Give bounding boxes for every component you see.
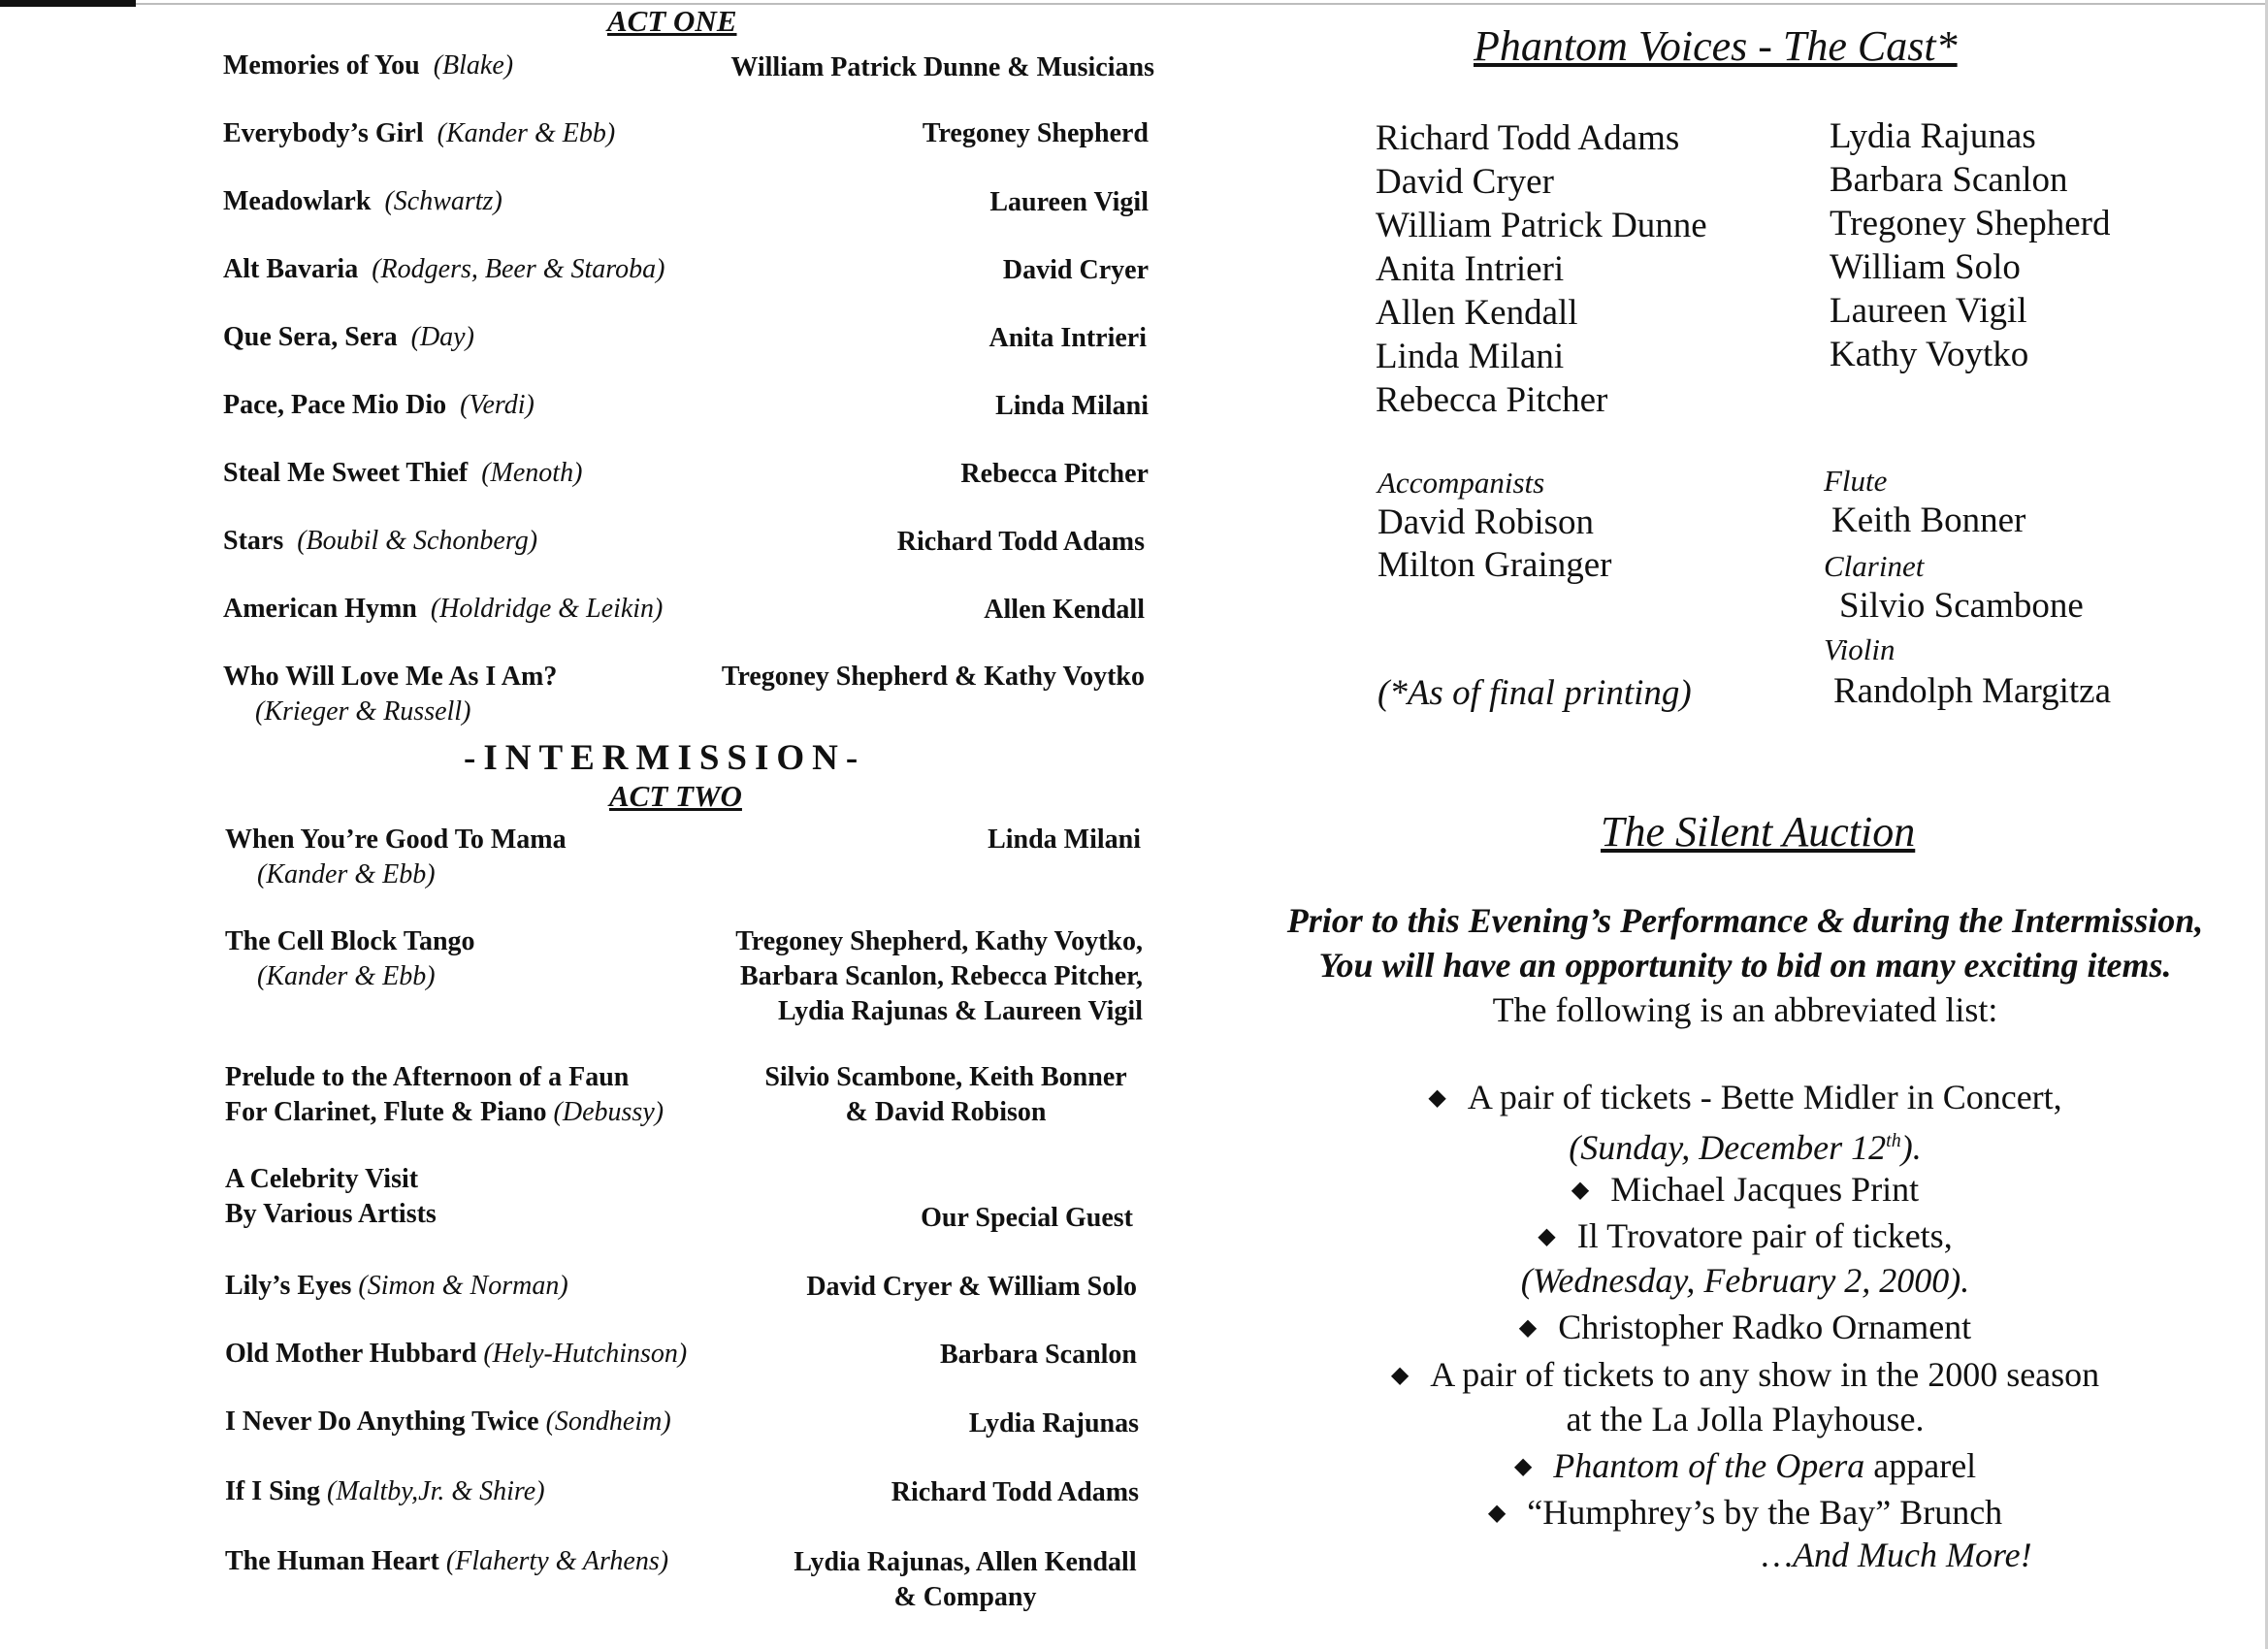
song-when-youre-good-to-mama: When You’re Good To Mama (Kander & Ebb) <box>225 824 567 889</box>
performer-meadowlark: Laureen Vigil <box>989 187 1149 217</box>
auction-item-il-trovatore-date: (Wednesday, February 2, 2000). <box>1520 1261 1970 1300</box>
song-memories-of-you: Memories of You (Blake) <box>223 50 514 81</box>
performer-prelude-afternoon-faun: Silvio Scambone, Keith Bonner & David Robison <box>764 1062 1127 1127</box>
performer-who-will-love-me: Tregoney Shepherd & Kathy Voytko <box>721 662 1145 692</box>
intermission-heading: -INTERMISSION- <box>464 738 866 778</box>
performer-stars: Richard Todd Adams <box>896 527 1145 557</box>
auction-item-il-trovatore: ◆ Il Trovatore pair of tickets, <box>1222 1213 2268 1259</box>
cast-list-column-1: Richard Todd Adams David Cryer William Patrick Dunne Anita Intrieri Allen Kendall Linda Milani Rebecca Pitcher <box>1376 118 1707 420</box>
performer-steal-me-sweet-thief: Rebecca Pitcher <box>960 459 1149 489</box>
auction-item-michael-jacques-print: ◆ Michael Jacques Print <box>1222 1167 2268 1212</box>
song-meadowlark: Meadowlark (Schwartz) <box>223 186 502 216</box>
performer-i-never-do-anything-twice: Lydia Rajunas <box>968 1408 1139 1439</box>
auction-item-la-jolla-tickets: ◆ A pair of tickets to any show in the 2000 season <box>1222 1352 2268 1398</box>
clarinet-label: Clarinet <box>1824 549 1925 583</box>
song-the-human-heart: The Human Heart (Flaherty & Arhens) <box>225 1546 669 1576</box>
performer-memories-of-you: William Patrick Dunne & Musicians <box>730 52 1154 82</box>
song-i-never-do-anything-twice: I Never Do Anything Twice (Sondheim) <box>225 1406 671 1437</box>
auction-intro: Prior to this Evening’s Performance & during the Intermission, You will have an opportunity to bid on many exciting items. The following is an abbreviated list: <box>1286 901 2204 1029</box>
performer-lilys-eyes: David Cryer & William Solo <box>806 1272 1137 1302</box>
song-everybodys-girl: Everybody’s Girl (Kander & Ebb) <box>223 118 616 148</box>
diamond-bullet-icon: ◆ <box>1518 1315 1538 1341</box>
diamond-bullet-icon: ◆ <box>1538 1224 1556 1249</box>
auction-item-humphreys-brunch: ◆ “Humphrey’s by the Bay” Brunch <box>1222 1490 2268 1536</box>
song-stars: Stars (Boubil & Schonberg) <box>223 526 538 556</box>
auction-item-bette-midler-date: (Sunday, December 12th). <box>1569 1128 1922 1167</box>
song-if-i-sing: If I Sing (Maltby,Jr. & Shire) <box>225 1476 545 1506</box>
diamond-bullet-icon: ◆ <box>1428 1085 1446 1111</box>
song-steal-me-sweet-thief: Steal Me Sweet Thief (Menoth) <box>223 458 583 488</box>
song-celebrity-visit: A Celebrity Visit By Various Artists <box>225 1164 437 1229</box>
performer-pace-pace-mio-dio: Linda Milani <box>995 391 1149 421</box>
song-pace-pace-mio-dio: Pace, Pace Mio Dio (Verdi) <box>223 390 535 420</box>
auction-closing: …And Much More! <box>1762 1536 2032 1574</box>
accompanists-list: David Robison Milton Grainger <box>1377 502 1612 585</box>
song-who-will-love-me: Who Will Love Me As I Am? (Krieger & Russell) <box>223 662 558 727</box>
performer-the-human-heart: Lydia Rajunas, Allen Kendall & Company <box>794 1547 1137 1612</box>
violin-player: Randolph Margitza <box>1833 671 2112 711</box>
performer-cell-block-tango: Tregoney Shepherd, Kathy Voytko, Barbara Scanlon, Rebecca Pitcher, Lydia Rajunas & Laureen Vigil <box>735 926 1143 1026</box>
cast-list-column-2: Lydia Rajunas Barbara Scanlon Tregoney Shepherd William Solo Laureen Vigil Kathy Voytko <box>1830 116 2111 374</box>
diamond-bullet-icon: ◆ <box>1390 1363 1409 1388</box>
flute-player: Keith Bonner <box>1831 501 2026 540</box>
act-two-heading: ACT TWO <box>609 779 742 813</box>
performer-when-youre-good-to-mama: Linda Milani <box>988 824 1141 855</box>
auction-item-bette-midler: ◆ A pair of tickets - Bette Midler in Concert, <box>1222 1075 2268 1120</box>
performer-celebrity-visit: Our Special Guest <box>921 1203 1133 1233</box>
performer-alt-bavaria: David Cryer <box>1002 255 1149 285</box>
act-one-heading: ACT ONE <box>607 4 737 38</box>
performer-old-mother-hubbard: Barbara Scanlon <box>939 1340 1137 1370</box>
printing-note: (*As of final printing) <box>1377 673 1692 713</box>
auction-item-radko-ornament: ◆ Christopher Radko Ornament <box>1222 1305 2268 1350</box>
song-old-mother-hubbard: Old Mother Hubbard (Hely-Hutchinson) <box>225 1339 688 1369</box>
diamond-bullet-icon: ◆ <box>1571 1178 1590 1203</box>
performer-american-hymn: Allen Kendall <box>984 595 1145 625</box>
performer-everybodys-girl: Tregoney Shepherd <box>922 118 1149 148</box>
song-alt-bavaria: Alt Bavaria (Rodgers, Beer & Staroba) <box>223 254 665 284</box>
auction-item-phantom-apparel: ◆ Phantom of the Opera apparel <box>1222 1443 2268 1489</box>
cast-title: Phantom Voices - The Cast* <box>1474 22 1958 70</box>
song-prelude-afternoon-faun: Prelude to the Afternoon of a Faun For Clarinet, Flute & Piano (Debussy) <box>225 1062 664 1127</box>
diamond-bullet-icon: ◆ <box>1513 1454 1533 1479</box>
song-cell-block-tango: The Cell Block Tango (Kander & Ebb) <box>225 926 475 991</box>
song-que-sera-sera: Que Sera, Sera (Day) <box>223 322 474 352</box>
auction-item-la-jolla-tickets-cont: at the La Jolla Playhouse. <box>1566 1400 1925 1439</box>
song-lilys-eyes: Lily’s Eyes (Simon & Norman) <box>225 1271 568 1301</box>
violin-label: Violin <box>1824 632 1895 666</box>
performer-que-sera-sera: Anita Intrieri <box>988 323 1147 353</box>
cast-auction-page <box>1222 0 2268 1649</box>
performer-if-i-sing: Richard Todd Adams <box>891 1477 1139 1507</box>
song-american-hymn: American Hymn (Holdridge & Leikin) <box>223 594 664 624</box>
flute-label: Flute <box>1824 464 1888 498</box>
auction-title: The Silent Auction <box>1601 808 1916 856</box>
clarinet-player: Silvio Scambone <box>1839 586 2084 626</box>
diamond-bullet-icon: ◆ <box>1487 1501 1507 1526</box>
accompanists-label: Accompanists <box>1377 466 1545 500</box>
